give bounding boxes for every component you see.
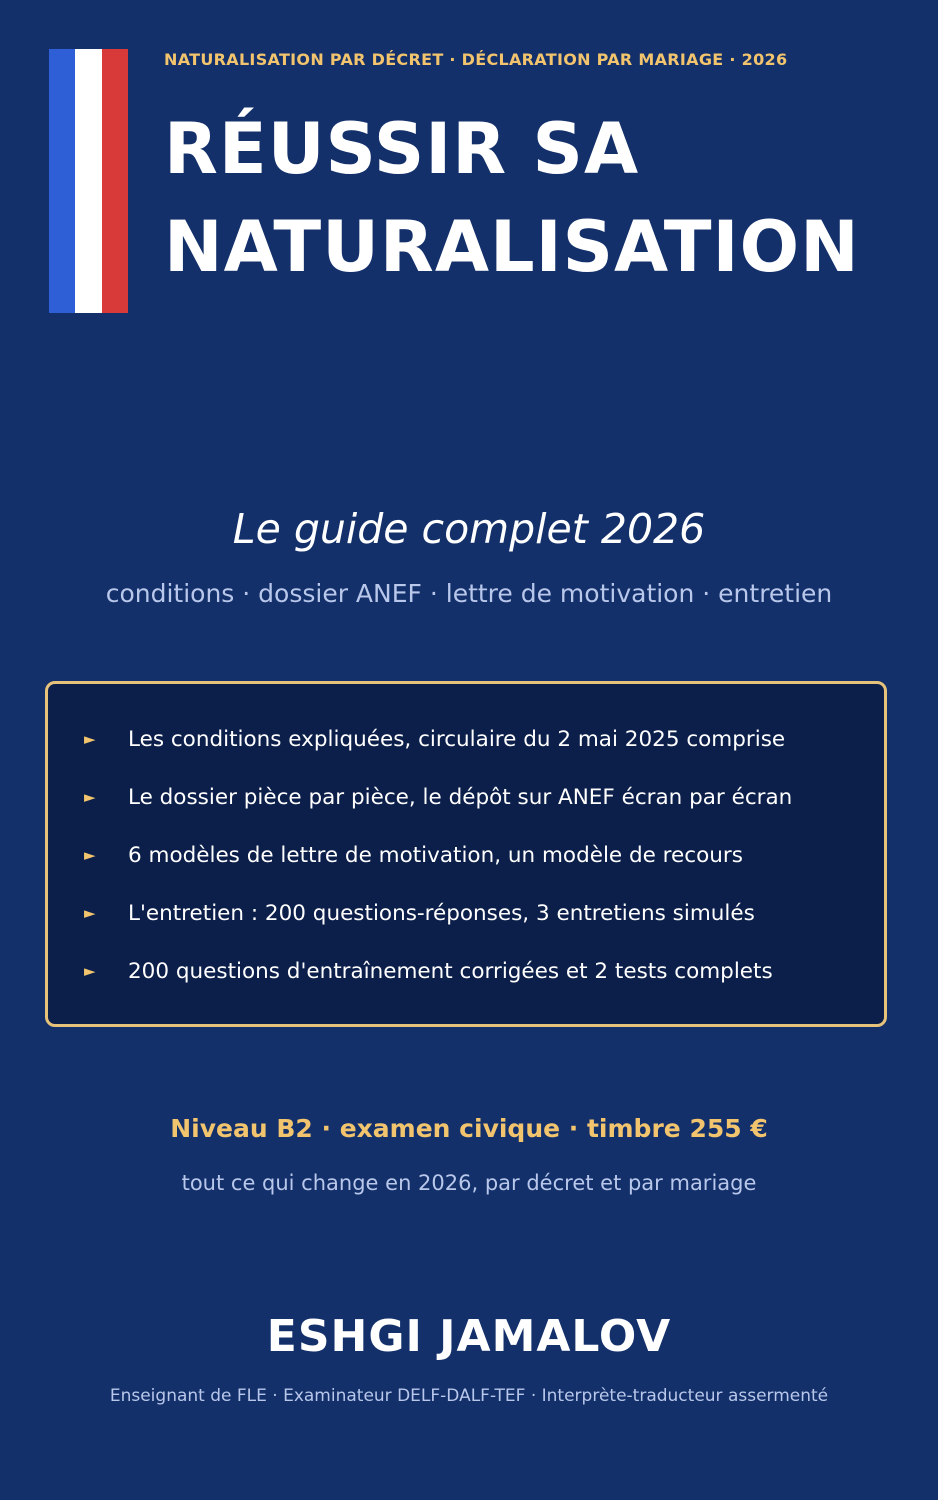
- flag-white-stripe: [75, 49, 101, 313]
- feature-text: Les conditions expliquées, circulaire du 2 mai 2025 comprise: [128, 726, 786, 752]
- book-title-line-2: NATURALISATION: [164, 206, 860, 288]
- author-credentials: Enseignant de FLE · Examinateur DELF-DALF-TEF · Interprète-traducteur assermenté: [109, 1386, 829, 1406]
- flag-blue-stripe: [49, 49, 75, 313]
- cover-kicker: NATURALISATION PAR DÉCRET · DÉCLARATION PAR MARIAGE · 2026: [164, 50, 788, 69]
- french-flag-icon: [49, 49, 128, 313]
- specs-subline: tout ce qui change en 2026, par décret et par mariage: [181, 1171, 757, 1195]
- flag-red-stripe: [102, 49, 128, 313]
- feature-item: [48, 900, 884, 926]
- features-box: [45, 681, 887, 1027]
- bullet-arrow-icon: ►: [84, 962, 96, 980]
- feature-text: 6 modèles de lettre de motivation, un modèle de recours: [128, 842, 743, 868]
- feature-item: [48, 784, 884, 810]
- bullet-arrow-icon: ►: [84, 846, 96, 864]
- author-name: ESHGI JAMALOV: [266, 1311, 672, 1362]
- feature-text: 200 questions d'entraînement corrigées et 2 tests complets: [128, 958, 773, 984]
- feature-item: [48, 958, 884, 984]
- bullet-arrow-icon: ►: [84, 904, 96, 922]
- feature-text: L'entretien : 200 questions-réponses, 3 entretiens simulés: [128, 900, 755, 926]
- bullet-arrow-icon: ►: [84, 730, 96, 748]
- bullet-arrow-icon: ►: [84, 788, 96, 806]
- specs-line: Niveau B2 · examen civique · timbre 255 €: [170, 1114, 768, 1143]
- book-subtitle: Le guide complet 2026: [232, 505, 706, 553]
- book-title: [164, 100, 924, 296]
- feature-item: [48, 842, 884, 868]
- feature-text: Le dossier pièce par pièce, le dépôt sur ANEF écran par écran: [128, 784, 793, 810]
- book-title-line-1: RÉUSSIR SA: [164, 108, 640, 190]
- feature-item: [48, 726, 884, 752]
- topics-line: conditions · dossier ANEF · lettre de motivation · entretien: [105, 579, 833, 608]
